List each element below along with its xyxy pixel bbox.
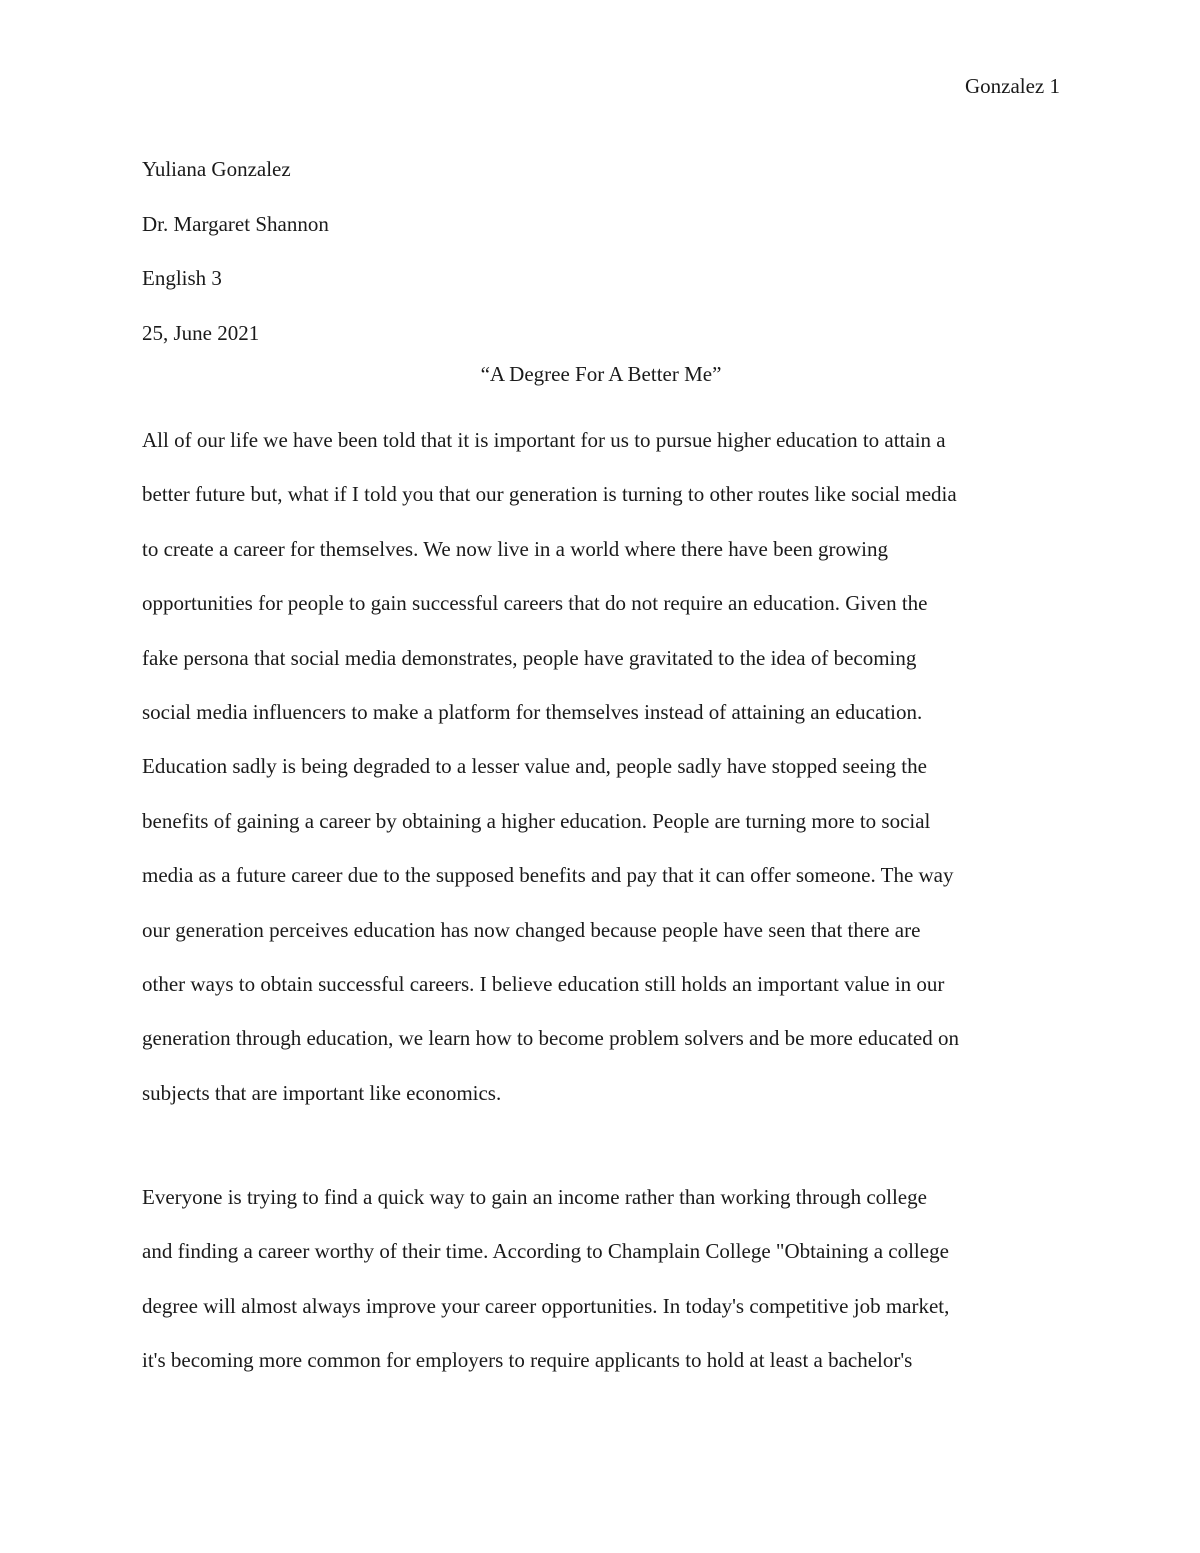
- paragraph-line: Education sadly is being degraded to a lesser value and, people sadly have stopped seeing the: [142, 754, 927, 779]
- paragraph-line: subjects that are important like economics.: [142, 1080, 502, 1105]
- paragraph-line: our generation perceives education has now changed because people have seen that there are: [142, 917, 921, 942]
- paragraph-line: other ways to obtain successful careers. I believe education still holds an important value in our: [142, 971, 945, 996]
- paragraph-2: [142, 1170, 1072, 1388]
- course-name: English 3: [142, 266, 222, 290]
- paragraph-line: fake persona that social media demonstrates, people have gravitated to the idea of becoming: [142, 645, 917, 670]
- paragraph-line: degree will almost always improve your career opportunities. In today's competitive job market,: [142, 1293, 950, 1318]
- paragraph-1: [142, 413, 1072, 1120]
- essay-title: “A Degree For A Better Me”: [480, 362, 722, 386]
- paragraph-line: media as a future career due to the supposed benefits and pay that it can offer someone. The way: [142, 863, 954, 888]
- paragraph-line: social media influencers to make a platform for themselves instead of attaining an education.: [142, 699, 923, 724]
- paragraph-line: generation through education, we learn how to become problem solvers and be more educated on: [142, 1026, 959, 1051]
- paragraph-line: and finding a career worthy of their time. According to Champlain College "Obtaining a college: [142, 1239, 949, 1264]
- paragraph-line: benefits of gaining a career by obtaining a higher education. People are turning more to social: [142, 808, 931, 833]
- paragraph-line: Everyone is trying to find a quick way to gain an income rather than working through college: [142, 1185, 927, 1209]
- paragraph-line: better future but, what if I told you that our generation is turning to other routes like social media: [142, 482, 957, 507]
- heading-block: [142, 142, 1062, 360]
- paragraph-line: All of our life we have been told that it is important for us to pursue higher education to attain a: [142, 428, 946, 452]
- paragraph-line: to create a career for themselves. We now live in a world where there have been growing: [142, 536, 889, 561]
- date-line: 25, June 2021: [142, 320, 260, 345]
- instructor-name: Dr. Margaret Shannon: [142, 211, 329, 236]
- author-name: Yuliana Gonzalez: [142, 157, 291, 181]
- paragraph-line: opportunities for people to gain successful careers that do not require an education. Given the: [142, 591, 928, 616]
- running-head: Gonzalez 1: [964, 74, 1060, 98]
- paragraph-line: it's becoming more common for employers to require applicants to hold at least a bachelor's: [142, 1348, 913, 1373]
